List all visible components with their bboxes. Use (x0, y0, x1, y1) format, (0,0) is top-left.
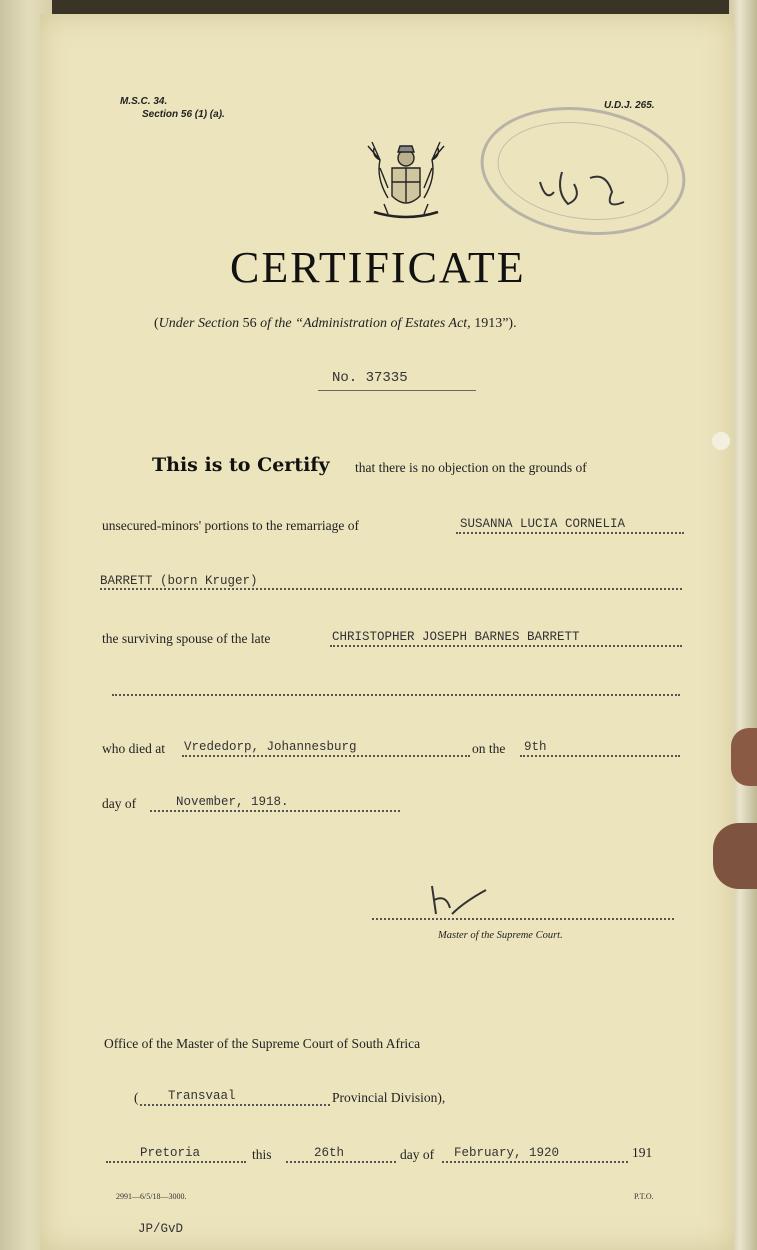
spouse-name-part1: SUSANNA LUCIA CORNELIA (460, 517, 626, 531)
death-day: 9th (524, 740, 547, 754)
death-month-year: November, 1918. (176, 795, 289, 809)
print-reference: 2991—6/5/18—3000. (116, 1192, 187, 1201)
division-name: Transvaal (168, 1089, 236, 1103)
certificate-sheet (40, 14, 734, 1250)
master-signature (424, 880, 494, 920)
certify-line-rest: that there is no objection on the grounds of (355, 460, 587, 475)
office-date-day: 26th (314, 1146, 345, 1160)
holding-thumb (731, 728, 757, 786)
office-line: Office of the Master of the Supreme Court of South Africa (104, 1036, 421, 1051)
form-code: M.S.C. 34. (120, 96, 168, 107)
punch-hole (712, 432, 730, 450)
coat-of-arms-icon (358, 138, 454, 226)
surviving-spouse-prefix: the surviving spouse of the late (102, 631, 271, 646)
certificate-subtitle: (Under Section 56 of the “Administration of Estates Act, 1913”). (154, 316, 517, 331)
certificate-title: CERTIFICATE (230, 243, 526, 292)
death-place: Vrededorp, Johannesburg (184, 740, 357, 754)
printed-year-stub: 191 (632, 1145, 653, 1160)
stamp-signature-mark (534, 162, 644, 222)
please-turn-over: P.T.O. (634, 1192, 654, 1201)
spouse-name-part2: BARRETT (born Kruger) (100, 574, 258, 588)
office-place: Pretoria (140, 1146, 201, 1160)
deceased-name: CHRISTOPHER JOSEPH BARNES BARRETT (332, 630, 580, 644)
died-at-prefix: who died at (102, 741, 165, 756)
certify-heading: This is to Certify (152, 454, 330, 476)
division-open-paren: ( (134, 1090, 139, 1105)
remarriage-prefix: unsecured-minors' portions to the remarriage of (102, 518, 359, 533)
office-day-of-label: day of (400, 1147, 435, 1162)
clerk-initials: JP/GvD (138, 1222, 184, 1236)
certificate-number: No. 37335 (332, 370, 408, 386)
division-suffix: Provincial Division), (332, 1090, 446, 1105)
udj-code: U.D.J. 265. (604, 100, 655, 111)
holding-finger (713, 823, 757, 889)
this-label: this (252, 1147, 272, 1162)
day-of-label: day of (102, 796, 137, 811)
section-reference: Section 56 (1) (a). (142, 109, 225, 120)
signatory-title: Master of the Supreme Court. (438, 930, 563, 941)
office-date-month-year: February, 1920 (454, 1146, 560, 1160)
on-the-label: on the (472, 741, 506, 756)
